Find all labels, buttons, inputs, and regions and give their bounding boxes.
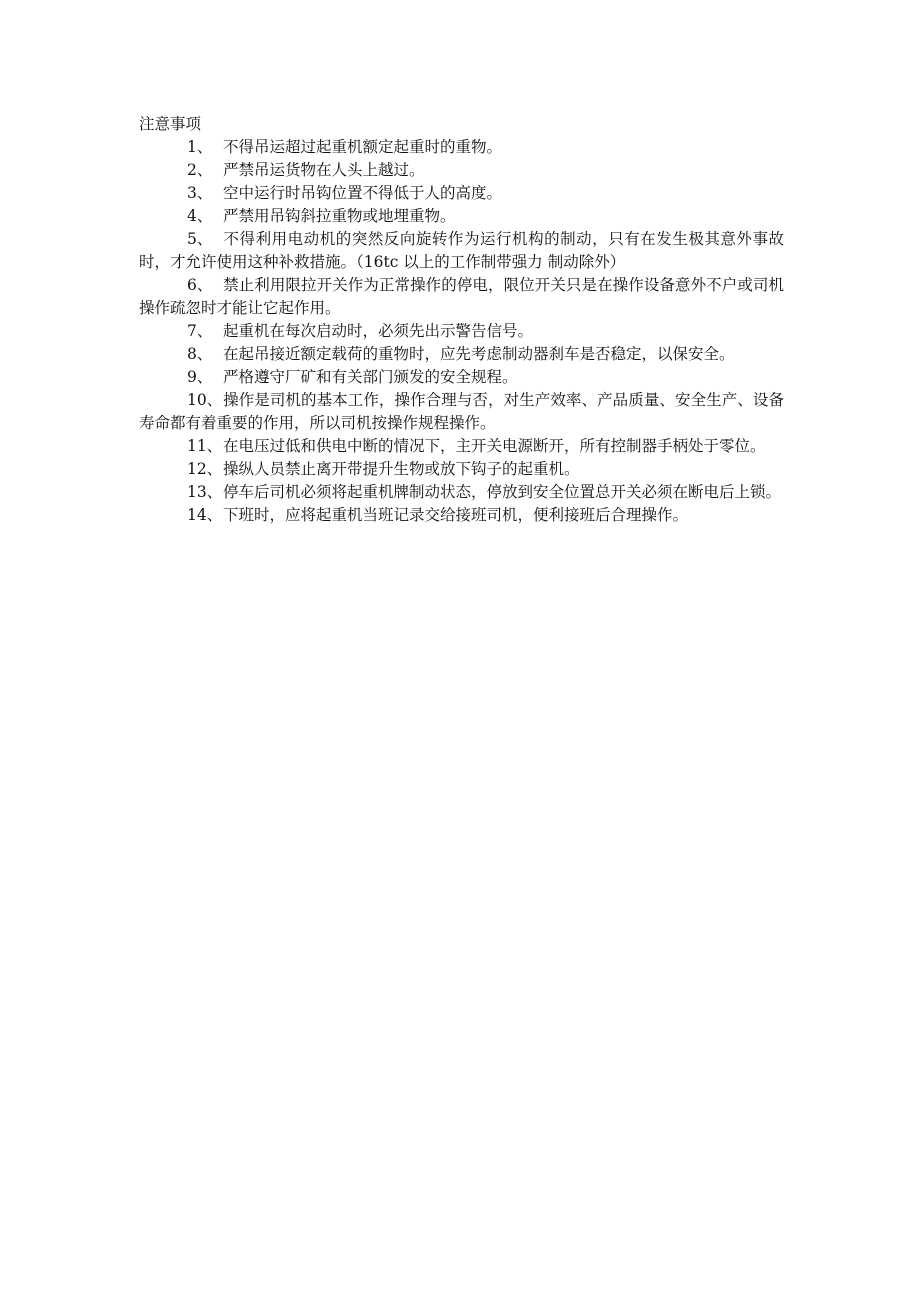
item-text: 空中运行时吊钩位置不得低于人的高度。 <box>223 184 503 202</box>
list-item <box>139 228 784 274</box>
item-number: 9、 <box>187 368 213 386</box>
item-number: 1、 <box>187 138 213 156</box>
item-number: 4、 <box>187 207 213 225</box>
item-text: 起重机在每次启动时，必须先出示警告信号。 <box>223 322 534 340</box>
page-title: 注意事项 <box>139 115 202 133</box>
item-text: 严格遵守厂矿和有关部门颁发的安全规程。 <box>223 368 518 386</box>
item-text: 不得利用电动机的突然反向旋转作为运行机构的制动，只有在发生极其意外事故时，才允许使用这种补救措施。（16tc 以上的工作制带强力 制动除外） <box>139 230 784 271</box>
item-number: 14、 <box>187 506 223 524</box>
item-number: 6、 <box>187 276 213 294</box>
list-item <box>139 205 784 228</box>
list-item <box>139 159 784 182</box>
item-text: 在电压过低和供电中断的情况下，主开关电源断开，所有控制器手柄处于零位。 <box>223 437 766 455</box>
item-text: 在起吊接近额定载荷的重物时，应先考虑制动器刹车是否稳定，以保安全。 <box>223 345 735 363</box>
item-text: 下班时，应将起重机当班记录交给接班司机，便利接班后合理操作。 <box>223 506 689 524</box>
list-item <box>139 320 784 343</box>
item-number: 2、 <box>187 161 213 179</box>
list-item <box>139 389 784 435</box>
item-text: 操作是司机的基本工作，操作合理与否，对生产效率、产品质量、安全生产、设备寿命都有着重要的作用，所以司机按操作规程操作。 <box>139 391 784 432</box>
item-text: 严禁用吊钩斜拉重物或地埋重物。 <box>223 207 456 225</box>
item-number: 7、 <box>187 322 213 340</box>
list-item <box>139 343 784 366</box>
list-item <box>139 504 784 527</box>
list-item <box>139 435 784 458</box>
item-text: 操纵人员禁止离开带提升生物或放下钩子的起重机。 <box>223 460 580 478</box>
item-number: 3、 <box>187 184 213 202</box>
list-item <box>139 136 784 159</box>
item-text: 停车后司机必须将起重机牌制动状态，停放到安全位置总开关必须在断电后上锁。 <box>223 483 782 501</box>
item-text: 严禁吊运货物在人头上越过。 <box>223 161 425 179</box>
item-number: 5、 <box>187 230 213 248</box>
item-number: 12、 <box>187 460 223 478</box>
item-number: 8、 <box>187 345 213 363</box>
list-item <box>139 182 784 205</box>
list-item <box>139 481 784 504</box>
document-body <box>139 113 784 527</box>
item-text: 禁止利用限拉开关作为正常操作的停电，限位开关只是在操作设备意外不户或司机操作疏忽时才能让它起作用。 <box>139 276 784 317</box>
item-number: 11、 <box>187 437 223 455</box>
item-number: 13、 <box>187 483 223 501</box>
list-item <box>139 274 784 320</box>
list-item <box>139 458 784 481</box>
item-text: 不得吊运超过起重机额定起重时的重物。 <box>223 138 503 156</box>
item-number: 10、 <box>187 391 223 409</box>
list-item <box>139 366 784 389</box>
